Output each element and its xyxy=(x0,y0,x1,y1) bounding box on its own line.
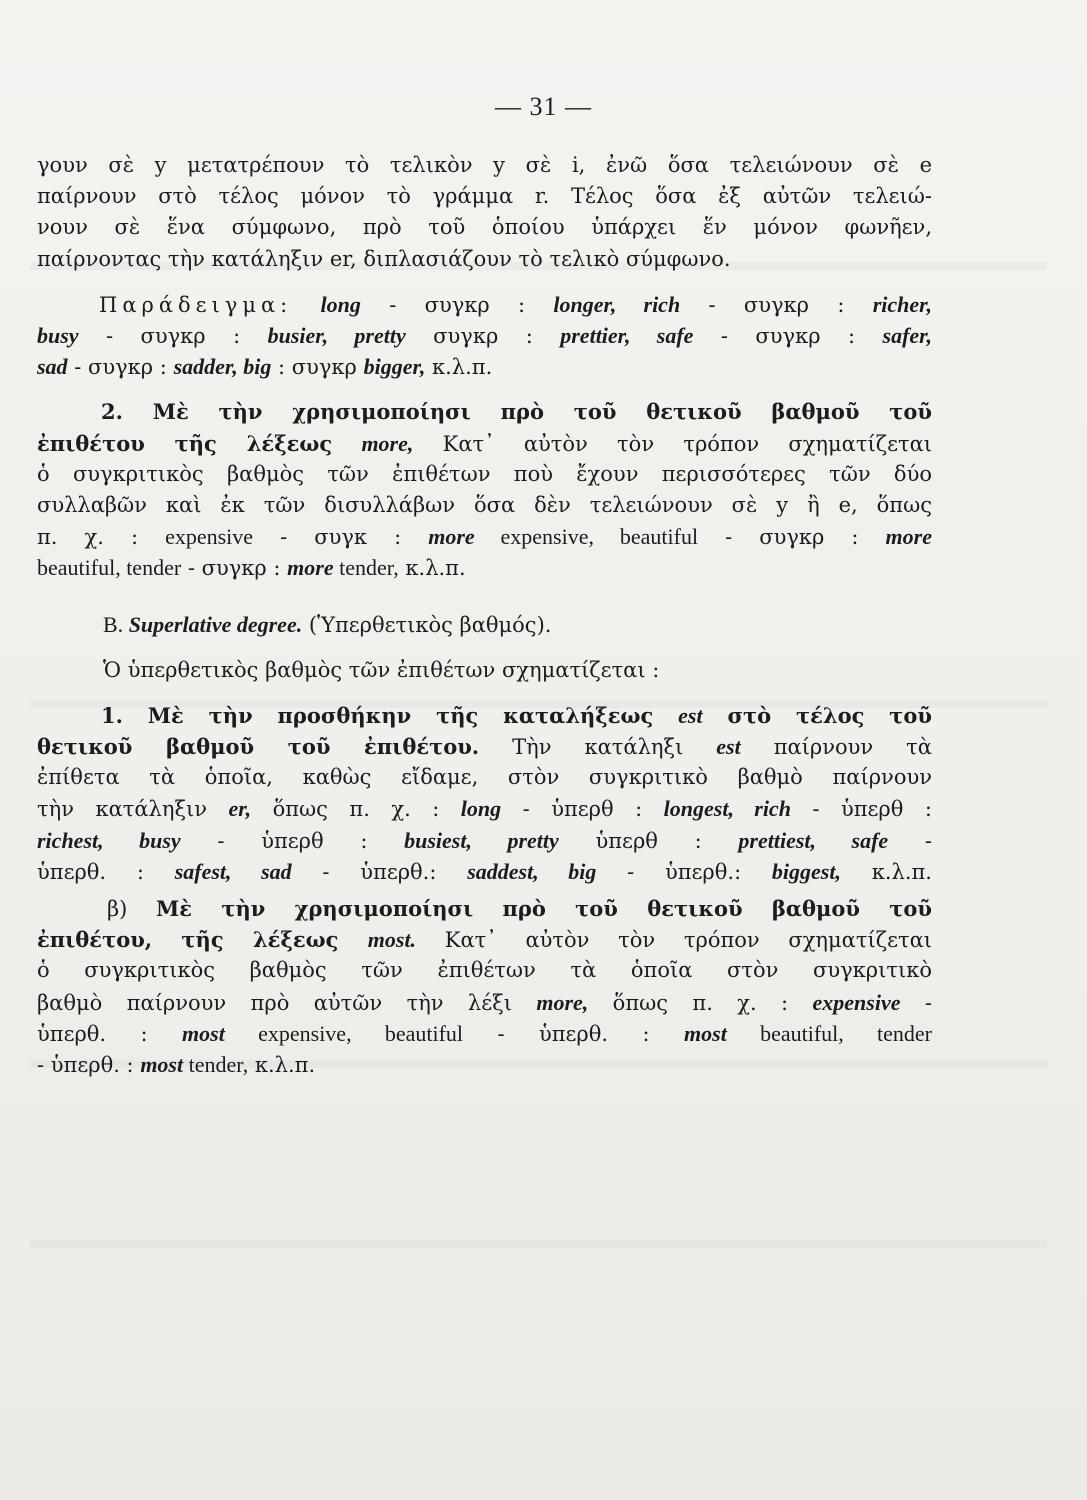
abbrev: : συγκρ xyxy=(271,355,364,380)
abbrev: ὑπερθ : xyxy=(558,828,739,853)
text-line: ἐπίθετα τὰ ὁποῖα, καθὼς εἴδαμε, στὸν συγκριτικὸ βαθμὸ παίρνουν xyxy=(37,765,932,790)
text-fragment: Κατ᾽ αὐτὸν τὸν τρόπον σχηματίζεται xyxy=(416,928,932,953)
paragraph-gap xyxy=(37,686,932,700)
page-number: — 31 — xyxy=(495,92,592,121)
section-title: Superlative degree. xyxy=(128,612,303,638)
english-word: bigger, xyxy=(363,354,426,380)
abbrev: κ.λ.π. xyxy=(425,355,493,380)
rule-heading-cont: ἐπιθέτου τῆς λέξεως xyxy=(37,430,333,456)
abbrev: - συγκρ : xyxy=(698,525,886,550)
english-word: more xyxy=(428,524,475,550)
rule-heading-text: Μὲ τὴν χρησιμοποίησι πρὸ τοῦ θετικοῦ βαθμοῦ τοῦ xyxy=(156,895,932,921)
abbrev: κ.λ.π. xyxy=(248,1052,316,1077)
paragraph-gap xyxy=(37,382,932,396)
section-gap xyxy=(37,583,932,609)
abbrev: - συγκρ : xyxy=(360,292,554,317)
text-line: παίρνοντας τὴν κατάληξιν er, διπλασιάζουν τὸ τελικὸ σύμφωνο. xyxy=(37,246,731,271)
paragraph-gap xyxy=(37,641,932,655)
abbrev: - xyxy=(900,990,932,1015)
english-word: busier, pretty xyxy=(267,322,406,348)
abbrev: - ὑπερθ. : xyxy=(463,1021,685,1046)
english-word: long xyxy=(320,291,361,317)
abbrev: - ὑπερθ : xyxy=(790,797,932,822)
english-word: prettier, safe xyxy=(560,322,694,348)
english-word: most xyxy=(684,1020,727,1046)
body-text xyxy=(37,150,932,1080)
abbrev: ὑπερθ. : xyxy=(37,859,175,884)
text-line: συλλαβῶν καὶ ἐκ τῶν δισυλλάβων ὅσα δὲν τελειώνουν σὲ y ἢ e, ὅπως xyxy=(37,492,932,517)
abbrev: συγκρ : xyxy=(405,323,561,348)
text-line xyxy=(37,793,932,824)
text-line: Ὁ ὑπερθετικὸς βαθμὸς τῶν ἐπιθέτων σχηματίζεται : xyxy=(103,657,660,682)
text-fragment: Τὴν κατάληξι xyxy=(479,735,717,759)
rule-heading-text: 1. Μὲ τὴν προσθήκην τῆς καταλήξεως xyxy=(101,702,679,728)
english-word: est xyxy=(678,702,703,728)
rule-heading xyxy=(37,700,932,731)
text-fragment: παίρνουν τὰ xyxy=(740,735,932,759)
section-title-greek: (Ὑπερθετικὸς βαθμός). xyxy=(302,613,552,638)
english-word: beautiful, tender xyxy=(37,555,182,581)
english-word: more xyxy=(885,524,932,550)
abbrev: - συγκρ : xyxy=(78,323,268,348)
text-line xyxy=(37,1018,932,1049)
english-word: longer, rich xyxy=(553,291,681,317)
abbrev: κ.λ.π. xyxy=(398,556,466,581)
rule-heading: 2. Μὲ τὴν χρησιμοποίησι πρὸ τοῦ θετικοῦ βαθμοῦ τοῦ xyxy=(101,399,932,425)
abbrev: κ.λ.π. xyxy=(840,859,932,884)
english-word: safer, xyxy=(882,322,933,348)
rule-heading xyxy=(37,893,932,924)
paragraph-gap xyxy=(37,275,932,289)
abbrev: - συγκρ : xyxy=(181,556,288,581)
english-word: busy xyxy=(37,322,79,348)
english-word: expensive xyxy=(165,524,254,550)
text-fragment: π. χ. : xyxy=(37,525,166,550)
text-line xyxy=(37,731,932,762)
text-line: νουν σὲ ἕνα σύμφωνο, πρὸ τοῦ ὁποίου ὑπάρχει ἕν μόνον φωνῆεν, xyxy=(37,215,932,240)
text-line xyxy=(37,428,932,459)
english-word: longest, rich xyxy=(663,796,791,822)
rule-heading-text: στὸ τέλος τοῦ xyxy=(702,702,932,728)
text-line: ὁ συγκριτικὸς βαθμὸς τῶν ἐπιθέτων τὰ ὁποῖα στὸν συγκριτικὸ xyxy=(37,958,932,983)
section-heading xyxy=(37,609,932,640)
abbrev: - ὑπερθ. : xyxy=(37,1052,141,1077)
abbrev: - συγκρ : xyxy=(680,292,873,317)
english-word: more xyxy=(287,555,334,581)
english-word: safest, sad xyxy=(174,858,292,884)
text-line xyxy=(37,856,932,887)
section-letter: B. xyxy=(103,612,129,638)
english-word: beautiful, tender xyxy=(726,1020,932,1046)
english-word: tender, xyxy=(183,1051,249,1077)
rule-heading-cont: ἐπιθέτου, τῆς λέξεως xyxy=(37,927,368,953)
english-word: richer, xyxy=(872,291,932,317)
english-word: sadder, big xyxy=(173,354,272,380)
english-word: sad xyxy=(37,354,68,380)
english-word: more, xyxy=(361,430,414,456)
rule-marker: β) xyxy=(107,896,157,921)
example-line xyxy=(37,351,932,382)
english-word: est xyxy=(716,734,741,759)
english-word: expensive xyxy=(812,989,901,1015)
english-word: er, xyxy=(228,796,252,822)
text-fragment: ὅπως π. χ. : xyxy=(588,990,813,1015)
text-fragment: ὅπως π. χ. : xyxy=(251,797,461,822)
text-line: γουν σὲ y μετατρέπουν τὸ τελικὸν y σὲ i, ἐνῶ ὅσα τελειώνουν σὲ e xyxy=(37,153,932,177)
text-line xyxy=(37,825,932,856)
text-fragment: βαθμὸ παίρνουν πρὸ αὐτῶν τὴν λέξι xyxy=(37,990,537,1015)
abbrev: - συγκ : xyxy=(253,525,429,550)
text-line xyxy=(37,924,932,955)
abbrev: ὑπερθ. : xyxy=(37,1021,183,1046)
text-line xyxy=(37,987,932,1018)
text-line xyxy=(37,1049,932,1080)
english-word: most xyxy=(140,1051,184,1077)
bleed-through-shadow xyxy=(30,1240,1047,1248)
example-line xyxy=(37,320,932,351)
english-word: richest, busy xyxy=(37,827,181,853)
text-line: ὁ συγκριτικὸς βαθμὸς τῶν ἐπιθέτων ποὺ ἔχουν περισσότερες τῶν δύο xyxy=(37,461,932,486)
english-word: prettiest, safe xyxy=(738,827,889,853)
abbrev: - ὑπερθ.: xyxy=(596,859,772,884)
abbrev: - ὑπερθ : xyxy=(180,828,405,853)
example-label: Παράδειγμα: xyxy=(99,292,293,317)
english-word: long xyxy=(460,796,502,822)
english-word: more, xyxy=(536,989,589,1015)
english-word: tender, xyxy=(333,555,399,581)
rule-heading-cont: θετικοῦ βαθμοῦ τοῦ ἐπιθέτου. xyxy=(37,734,480,759)
english-word: expensive, beautiful xyxy=(224,1020,464,1046)
english-word: most. xyxy=(367,927,417,953)
english-word: expensive, beautiful xyxy=(474,524,699,550)
english-word: busiest, pretty xyxy=(404,827,559,853)
abbrev: - συγκρ : xyxy=(693,323,883,348)
abbrev: - ὑπερθ : xyxy=(501,797,664,822)
text-fragment: τὴν κατάληξιν xyxy=(37,797,229,822)
text-line xyxy=(37,521,932,552)
english-word: saddest, big xyxy=(467,858,597,884)
text-line xyxy=(37,552,932,583)
text-fragment: Κατ᾽ αὐτὸν τὸν τρόπον σχηματίζεται xyxy=(413,431,932,456)
abbrev: - συγκρ : xyxy=(67,355,174,380)
text-line: παίρνουν στὸ τέλος μόνον τὸ γράμμα r. Τέλος ὅσα ἐξ αὐτῶν τελειώ- xyxy=(37,184,932,209)
english-word: most xyxy=(182,1020,225,1046)
english-word: biggest, xyxy=(771,858,841,884)
abbrev: - xyxy=(888,828,932,853)
example-line xyxy=(37,289,932,320)
abbrev: - ὑπερθ.: xyxy=(291,859,468,884)
